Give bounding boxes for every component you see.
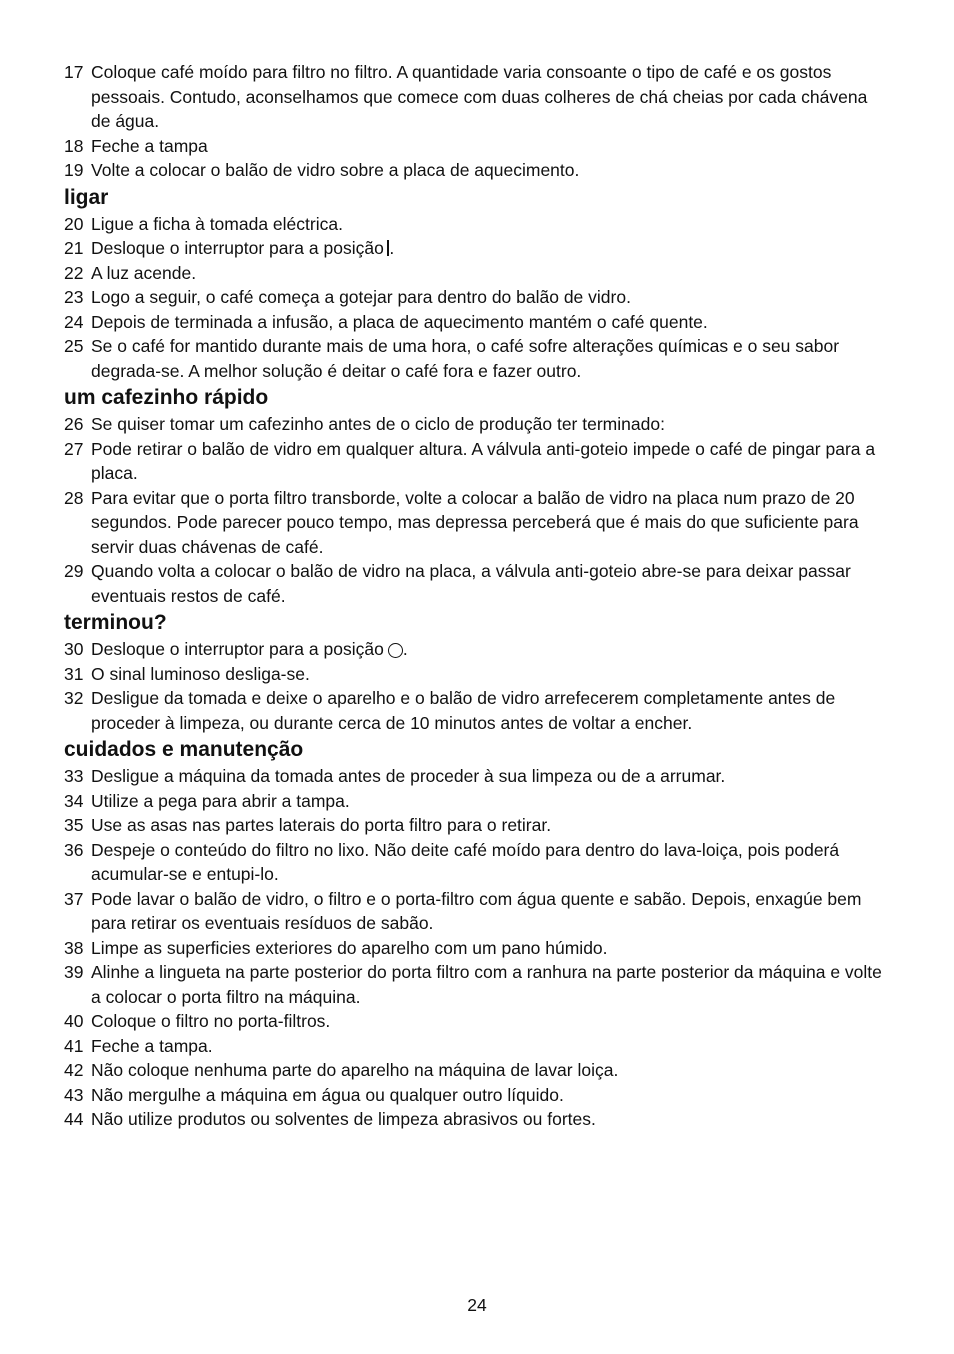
list-item	[64, 789, 890, 814]
list-section	[64, 764, 890, 1132]
item-text: Use as asas nas partes laterais do porta filtro para o retirar.	[91, 815, 552, 835]
list-item	[64, 60, 890, 134]
item-number: 21	[64, 238, 84, 258]
list-item	[64, 936, 890, 961]
item-number: 17	[64, 62, 84, 82]
page-number: 24	[467, 1295, 487, 1315]
list-item	[64, 686, 890, 735]
list-item	[64, 559, 890, 608]
item-number: 24	[64, 311, 84, 332]
list-item	[64, 412, 890, 437]
list-item	[64, 437, 890, 486]
list-item	[64, 1107, 890, 1132]
item-number: 30	[64, 639, 84, 659]
item-number: 19	[64, 160, 84, 180]
item-number: 27	[64, 438, 84, 459]
item-text: Desligue da tomada e deixe o aparelho e o balão de vidro arrefecerem completamente antes de proceder à limpeza, ou durante cerca de 10 minutos antes de voltar a encher.	[91, 688, 836, 733]
list-item	[64, 887, 890, 936]
item-number: 34	[64, 790, 84, 811]
item-number: 23	[64, 287, 84, 307]
item-text: Pode lavar o balão de vidro, o filtro e o porta-filtro com água quente e sabão. Depois, enxagúe bem para retirar os eventuais resíduos de sabão.	[91, 888, 862, 933]
list-item	[64, 637, 890, 662]
list-item	[64, 764, 890, 789]
item-text: A luz acende.	[91, 262, 197, 283]
item-number: 29	[64, 561, 84, 581]
item-text: O sinal luminoso desliga-se.	[91, 663, 310, 684]
item-number: 33	[64, 766, 84, 786]
list-item	[64, 1083, 890, 1108]
list-item	[64, 310, 890, 335]
item-text: Limpe as superficies exteriores do aparelho com um pano húmido.	[91, 937, 608, 958]
item-text: Para evitar que o porta filtro transborde, volte a colocar a balão de vidro na placa num prazo de 20 segundos. Pode parecer pouco tempo, mas depressa perceberá que é mais do que suficiente para servir duas chávenas de café.	[91, 487, 859, 557]
item-number: 43	[64, 1084, 84, 1105]
item-number: 38	[64, 937, 84, 958]
list-item	[64, 134, 890, 159]
item-text: Alinhe a lingueta na parte posterior do porta filtro com a ranhura na parte posterior da máquina e volte a colocar o porta filtro na máquina.	[91, 962, 882, 1007]
item-text: Não coloque nenhuma parte do aparelho na máquina de lavar loiça.	[91, 1060, 619, 1080]
item-text: Desloque o interruptor para a posição	[91, 639, 384, 659]
list-item	[64, 813, 890, 838]
item-number: 26	[64, 414, 84, 434]
list-section	[64, 637, 890, 735]
item-text: Desloque o interruptor para a posição	[91, 238, 384, 258]
switch-off-symbol-icon	[388, 643, 403, 658]
item-text: Volte a colocar o balão de vidro sobre a placa de aquecimento.	[91, 160, 580, 180]
item-text-suffix: .	[389, 238, 395, 258]
list-item	[64, 662, 890, 687]
item-text: Coloque o filtro no porta-filtros.	[91, 1011, 331, 1031]
item-number: 36	[64, 839, 84, 860]
list-section	[64, 212, 890, 384]
list-item	[64, 838, 890, 887]
item-text: Feche a tampa.	[91, 1035, 213, 1056]
list-item	[64, 1034, 890, 1059]
list-item	[64, 158, 890, 183]
section-heading-cuidados: cuidados e manutenção	[64, 738, 304, 761]
item-number: 25	[64, 336, 84, 356]
item-text: Desligue a máquina da tomada antes de proceder à sua limpeza ou de a arrumar.	[91, 766, 726, 786]
item-text: Feche a tampa	[91, 135, 208, 156]
list-item	[64, 334, 890, 383]
item-text: Despeje o conteúdo do filtro no lixo. Não deite café moído para dentro do lava-loiça, pois poderá acumular-se e entupi-lo.	[91, 839, 840, 884]
item-number: 20	[64, 213, 84, 234]
item-text: Não mergulhe a máquina em água ou qualquer outro líquido.	[91, 1084, 564, 1105]
section-heading-cafezinho: um cafezinho rápido	[64, 386, 269, 409]
item-number: 22	[64, 262, 84, 283]
item-number: 35	[64, 815, 84, 835]
list-item	[64, 960, 890, 1009]
item-number: 37	[64, 888, 84, 909]
item-number: 32	[64, 688, 84, 708]
item-number: 18	[64, 135, 84, 156]
item-text: Pode retirar o balão de vidro em qualquer altura. A válvula anti-goteio impede o café de pingar para a placa.	[91, 438, 876, 483]
item-number: 40	[64, 1011, 84, 1031]
list-section	[64, 60, 890, 183]
section-heading-terminou: terminou?	[64, 611, 167, 634]
list-item	[64, 285, 890, 310]
list-item	[64, 1058, 890, 1083]
section-heading-ligar: ligar	[64, 185, 109, 209]
list-item	[64, 261, 890, 286]
item-number: 42	[64, 1060, 84, 1080]
list-item	[64, 236, 890, 261]
item-text: Se quiser tomar um cafezinho antes de o ciclo de produção ter terminado:	[91, 414, 665, 434]
item-number: 41	[64, 1035, 84, 1056]
item-text: Logo a seguir, o café começa a gotejar para dentro do balão de vidro.	[91, 287, 631, 307]
item-number: 28	[64, 487, 84, 508]
document-body	[64, 60, 890, 1132]
item-text: Utilize a pega para abrir a tampa.	[91, 790, 350, 811]
item-text: Depois de terminada a infusão, a placa de aquecimento mantém o café quente.	[91, 311, 708, 332]
list-item	[64, 486, 890, 560]
item-number: 44	[64, 1109, 84, 1129]
item-text: Quando volta a colocar o balão de vidro na placa, a válvula anti-goteio abre-se para deixar passar eventuais restos de café.	[91, 561, 851, 606]
list-section	[64, 412, 890, 608]
item-text: Não utilize produtos ou solventes de limpeza abrasivos ou fortes.	[91, 1109, 596, 1129]
item-text: Coloque café moído para filtro no filtro. A quantidade varia consoante o tipo de café e os gostos pessoais. Contudo, aconselhamos que comece com duas colheres de chá cheias por cada chávena de água.	[91, 62, 868, 131]
item-number: 39	[64, 962, 84, 982]
item-number: 31	[64, 663, 84, 684]
item-text: Ligue a ficha à tomada eléctrica.	[91, 213, 343, 234]
item-text-suffix: .	[402, 639, 408, 659]
item-text: Se o café for mantido durante mais de uma hora, o café sofre alterações químicas e o seu sabor degrada-se. A melhor solução é deitar o café fora e fazer outro.	[91, 336, 840, 381]
list-item	[64, 1009, 890, 1034]
list-item	[64, 212, 890, 237]
